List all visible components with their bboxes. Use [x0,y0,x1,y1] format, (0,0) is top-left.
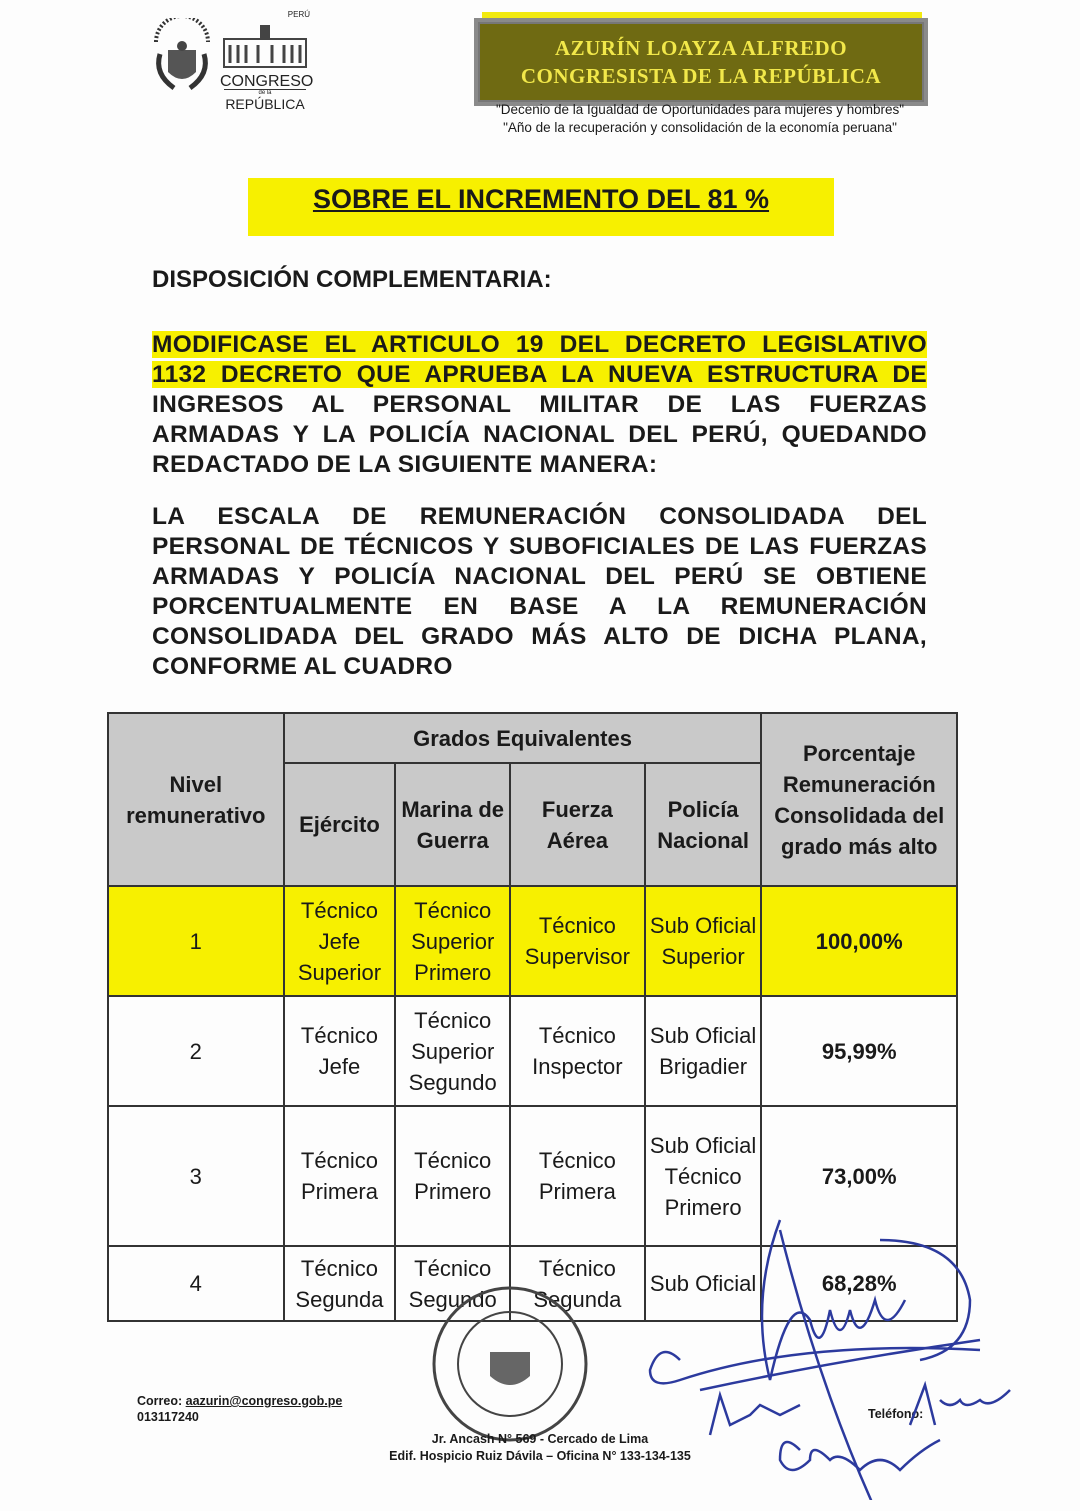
cell-porcentaje: 95,99% [761,996,957,1106]
logo-line1: CONGRESO [220,73,314,90]
email-link[interactable]: aazurin@congreso.gob.pe [185,1394,343,1408]
cell-marina: Técnico Superior Primero [395,886,510,996]
header-grados: Grados Equivalentes [284,713,762,763]
header-porcentaje: Porcentaje Remuneración Consolidada del grado más alto [761,713,957,886]
cell-policia: Sub Oficial Técnico Primero [645,1106,762,1246]
congress-building-icon [220,19,310,69]
cell-nivel: 4 [108,1246,284,1321]
congressman-banner [478,22,924,102]
document-title: SOBRE EL INCREMENTO DEL 81 % [312,184,770,214]
cell-fuerza: Técnico Inspector [510,996,645,1106]
cell-fuerza: Técnico Primera [510,1106,645,1246]
banner-highlight [482,12,922,22]
section-subtitle: DISPOSICIÓN COMPLEMENTARIA: [152,266,552,293]
congress-logo [220,10,314,112]
cell-ejercito: Técnico Jefe [284,996,396,1106]
cell-nivel: 3 [108,1106,284,1246]
peru-coat-of-arms-icon [150,18,214,98]
cell-ejercito: Técnico Jefe Superior [284,886,396,996]
cell-ejercito: Técnico Primera [284,1106,396,1246]
footer-phone-label: Teléfono: [868,1407,924,1421]
header-fuerza: Fuerza Aérea [510,763,645,886]
cell-ejercito: Técnico Segunda [284,1246,396,1321]
footer-email-line [137,1394,342,1408]
header-nivel: Nivel remunerativo [108,713,284,886]
cell-porcentaje: 68,28% [761,1246,957,1321]
banner-name: AZURÍN LOAYZA ALFREDO [554,36,848,60]
cell-nivel: 1 [108,886,284,996]
cell-marina: Técnico Primero [395,1106,510,1246]
motto-1: "Decenio de la Igualdad de Oportunidades para mujeres y hombres" [495,102,905,117]
cell-porcentaje: 73,00% [761,1106,957,1246]
header-marina: Marina de Guerra [395,763,510,886]
cell-nivel: 2 [108,996,284,1106]
paragraph-1-highlighted: MODIFICASE EL ARTICULO 19 DEL DECRETO LEGISLATIVO 1132 DECRETO QUE APRUEBA LA NUEVA ESTRUCTURA DE [152,331,927,388]
cell-policia: Sub Oficial Brigadier [645,996,762,1106]
cell-policia: Sub Oficial Superior [645,886,762,996]
cell-fuerza: Técnico Segunda [510,1246,645,1321]
header-ejercito: Ejército [284,763,396,886]
table-row [108,886,957,996]
cell-marina: Técnico Superior Segundo [395,996,510,1106]
paragraph-1-rest: INGRESOS AL PERSONAL MILITAR DE LAS FUERZAS ARMADAS Y LA POLICÍA NACIONAL DEL PERÚ, QUEDANDO REDACTADO DE LA SIGUIENTE MANERA: [152,391,927,478]
cell-porcentaje: 100,00% [761,886,957,996]
congress-stamp-icon [428,1282,593,1447]
paragraph-2: LA ESCALA DE REMUNERACIÓN CONSOLIDADA DEL PERSONAL DE TÉCNICOS Y SUBOFICIALES DE LAS FUERZAS ARMADAS Y POLICÍA NACIONAL DEL PERÚ SE OBTIENE PORCENTUALMENTE EN BASE A LA REMUNERACIÓN CONSOLIDADA DEL GRADO MÁS ALTO DE DICHA PLANA, CONFORME AL CUADRO [152,503,927,680]
motto-2: "Año de la recuperación y consolidación de la economía peruana" [503,120,897,135]
logo-line3: REPÚBLICA [225,96,305,112]
logo-line2: de la [224,89,306,96]
email-label: Correo: [137,1394,183,1408]
logo-top-text: PERÚ [287,10,310,19]
cell-fuerza: Técnico Supervisor [510,886,645,996]
footer-address-1: Jr. Ancash N° 569 - Cercado de Lima [431,1432,649,1446]
banner-role: CONGRESISTA DE LA REPÚBLICA [520,64,882,88]
cell-policia: Sub Oficial [645,1246,762,1321]
table-row [108,996,957,1106]
cell-marina: Técnico Segundo [395,1246,510,1321]
header-policia: Policía Nacional [645,763,762,886]
paragraph-1 [152,330,927,480]
footer-phone: 013117240 [137,1410,199,1424]
footer-address-2: Edif. Hospicio Ruiz Dávila – Oficina N° 133-134-135 [389,1449,691,1463]
handwritten-signature-icon [640,1200,1080,1500]
